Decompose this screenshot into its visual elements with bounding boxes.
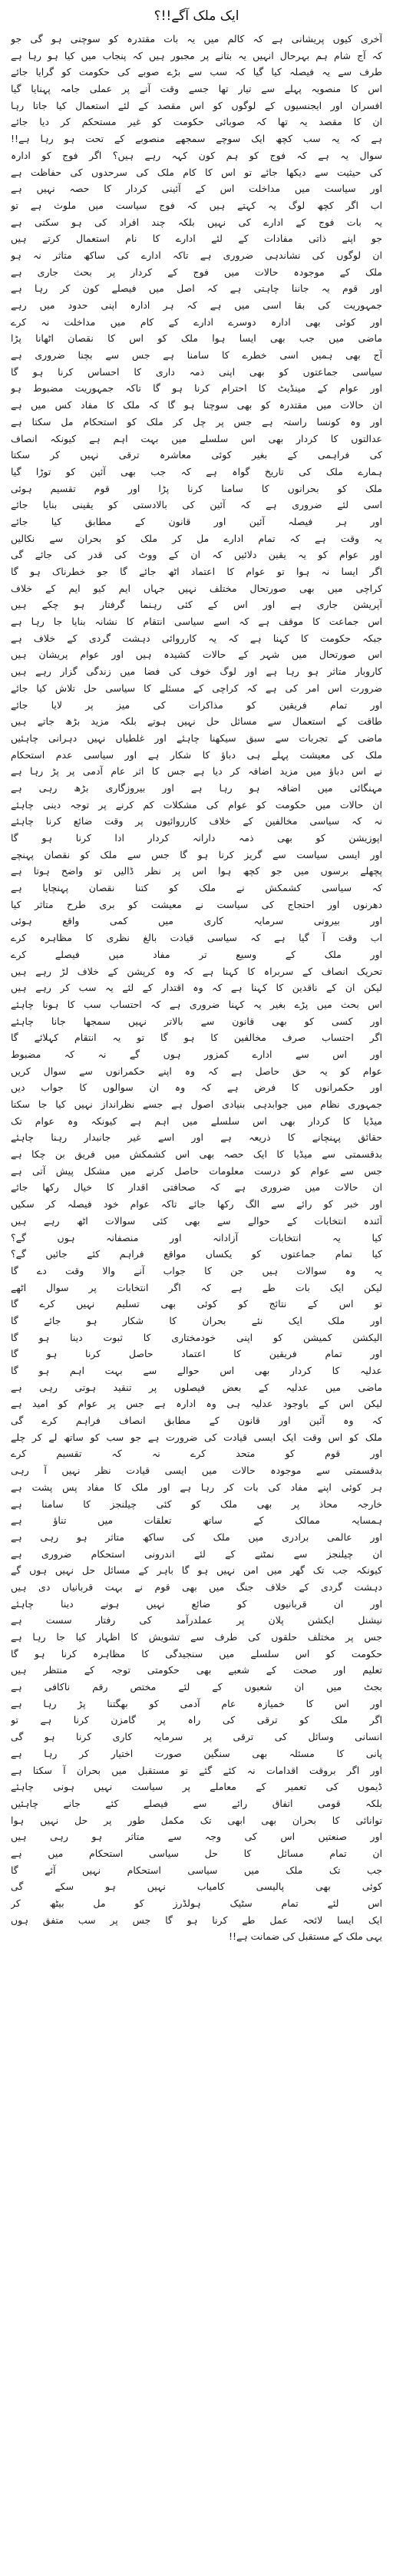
article-line-text: ماضی میں جب بھی ایسا ہوا ملک کو اس کا نقصان اٹھانا پڑا xyxy=(11,332,382,345)
article-line-text: اس صورتحال میں شہر کے حالات کشیدہ ہیں اور عوام پریشان ہیں xyxy=(11,649,382,661)
article-line-text: اور تمام فریقین کو مذاکرات کی میز پر لایا جائے xyxy=(11,698,382,711)
article-line xyxy=(11,531,382,548)
article-line xyxy=(11,781,382,798)
article-line-text: کہ سیاسی کشمکش نے ملک کو کتنا نقصان پہنچایا ہے xyxy=(11,882,382,894)
article-line xyxy=(11,1796,382,1813)
article-line xyxy=(11,1197,382,1214)
article-line-text: کیونکہ جب تک گھر میں امن نہیں ہو گا باہر کے مسائل حل نہیں ہوں گے xyxy=(11,1564,382,1577)
article-line-text: اور ملک کے وسیع تر مفاد میں فیصلے کرے xyxy=(11,948,382,960)
article-line-text: ملک کو بحرانوں کا سامنا کرنا پڑا اور قوم تقسیم ہوئی xyxy=(11,482,382,494)
article-line xyxy=(11,1047,382,1064)
article-line-text: ماضی کے تجربات سے سبق سیکھنا چاہئے اور غلطیاں نہیں دہرانی چاہئیں xyxy=(11,732,382,744)
article-line xyxy=(11,1913,382,1930)
article-line xyxy=(11,1230,382,1247)
article-line-text: کی فراہمی کے بغیر کوئی معاشرہ ترقی نہیں کر سکتا xyxy=(11,449,382,461)
article-line xyxy=(11,1879,382,1896)
article-line xyxy=(11,398,382,414)
article-line xyxy=(11,1413,382,1430)
article-line-text: ان حالات میں مقتدرہ کو بھی سوچنا ہو گا کہ ملک کا مفاد کس میں ہے xyxy=(11,399,382,411)
article-line-text: اگر ملک کو ترقی کی راہ پر گامزن کرنا ہے تو xyxy=(11,1714,382,1726)
article-line xyxy=(11,1530,382,1547)
article-line-text: ان کا مقصد یہ تھا کہ صوبائی حکومت کو غیر مستحکم کر دیا جائے xyxy=(11,116,382,128)
article-line-text: کہ وہ آئین اور قانون کے مطابق انصاف فراہم کرے گی xyxy=(11,1415,382,1427)
article-line xyxy=(11,880,382,897)
article-line-text: حکومت کو اس سلسلے میں سنجیدگی کا مظاہرہ کرنا ہو گا xyxy=(11,1647,382,1660)
article-line xyxy=(11,1014,382,1031)
article-line xyxy=(11,1396,382,1413)
article-line-text: کی حیثیت سے دیکھا جائے تو اس کا کام ملک کی سرحدوں کی حفاظت ہے xyxy=(11,166,382,178)
article-line-text: بلکہ قومی اتفاق رائے سے فیصلے کئے جانے چاہئیں xyxy=(11,1797,382,1809)
article-line xyxy=(11,1563,382,1580)
article-line xyxy=(11,947,382,964)
article-line xyxy=(11,1846,382,1863)
article-line-text: ان چیلنجز سے نمٹنے کے لئے اندرونی استحکام ضروری ہے xyxy=(11,1547,382,1560)
article-line xyxy=(11,1280,382,1297)
article-line-text: ملک کی معیشت پہلے ہی دباؤ کا شکار ہے اور سیاسی عدم استحکام xyxy=(11,748,382,761)
article-line-text: کراچی میں بھی صورتحال مختلف نہیں جہاں ایم کیو ایم کے خلاف xyxy=(11,582,382,594)
article-line xyxy=(11,381,382,398)
article-line-text: اپوزیشن کو بھی ذمہ دارانہ کردار ادا کرنا ہو گا xyxy=(11,832,382,844)
article-line xyxy=(11,1463,382,1480)
article-line xyxy=(11,547,382,564)
article-line-text: اور حکمرانوں کا فرض ہے کہ وہ ان سوالوں کا جواب دیں xyxy=(11,1082,382,1094)
article-line-text: الیکشن کمیشن کو اپنی خودمختاری کا ثبوت دینا ہو گا xyxy=(11,1331,382,1343)
article-line xyxy=(11,1147,382,1164)
article-line xyxy=(11,1346,382,1363)
article-line xyxy=(11,1746,382,1763)
article-line xyxy=(11,1597,382,1613)
article-line-text: اس لئے تمام سٹیک ہولڈرز کو مل بیٹھ کر xyxy=(11,1897,382,1909)
article-line xyxy=(11,198,382,215)
article-line xyxy=(11,847,382,864)
article-line xyxy=(11,1214,382,1230)
article-line xyxy=(11,997,382,1014)
article-line xyxy=(11,81,382,98)
article-line-text: پچھلے برسوں میں جو کچھ ہوا اس پر نظر ڈالیں تو واضح ہوتا ہے xyxy=(11,865,382,877)
article-line-text: اور قوم کو متحد کرے نہ کہ تقسیم کرے xyxy=(11,1448,382,1460)
article-line-text: میڈیا کا کردار بھی اس سلسلے میں اہم ہے کیونکہ وہ عوام تک xyxy=(11,1115,382,1127)
article-line xyxy=(11,1779,382,1796)
article-line xyxy=(11,1630,382,1646)
article-line-text: نیشنل ایکشن پلان پر عملدرآمد کی رفتار سست ہے xyxy=(11,1614,382,1627)
article-line xyxy=(11,1663,382,1679)
article-line-text: افسران اور ایجنسیوں کے لوگوں کو اس مقصد کے لئے استعمال کیا جاتا رہا xyxy=(11,99,382,111)
article-line-text: جبکہ حکومت کا کہنا ہے کہ یہ کارروائی دہشت گردی کے خلاف ہے xyxy=(11,632,382,644)
article-line-text: اگر ایسا نہ ہوا تو عوام کا اعتماد اٹھ جائے گا جو خطرناک ہو گا xyxy=(11,566,382,577)
article-line xyxy=(11,48,382,65)
article-line-text: اس کا منصوبہ پہلے سے تیار تھا جسے وقت آنے پر عملی جامہ پہنایا گیا xyxy=(11,83,382,95)
article-line xyxy=(11,1030,382,1047)
article-line xyxy=(11,930,382,947)
article-line xyxy=(11,731,382,748)
article-line-text: اب اگر کچھ لوگ یہ کہتے ہیں کہ فوج سیاست میں ملوث ہے تو xyxy=(11,199,382,211)
article-line-text: نہ کہ سیاسی مخالفین کے خلاف کارروائیوں پر وقت ضائع کرنا چاہئے xyxy=(11,815,382,827)
article-line xyxy=(11,1829,382,1846)
article-line-text: ان حالات میں حکومت کو عوام کی مشکلات کم کرنے پر توجہ دینی چاہئے xyxy=(11,798,382,811)
article-line xyxy=(11,864,382,880)
article-line xyxy=(11,348,382,365)
article-line xyxy=(11,897,382,914)
column-title: ایک ملک آگے!!؟ xyxy=(154,8,239,24)
article-line xyxy=(11,114,382,131)
article-line xyxy=(11,1497,382,1514)
article-line-text: اور عالمی برادری میں ملک کی ساکھ متاثر ہو رہی ہے xyxy=(11,1531,382,1543)
article-line xyxy=(11,964,382,981)
article-line-text: آپریشن جاری ہے اور اس کے کئی رہنما گرفتار ہو چکے ہیں xyxy=(11,599,382,611)
article-line xyxy=(11,597,382,614)
article-line-text: اور ایسی سیاست سے گریز کرنا ہو گا جس سے ملک کو نقصان پہنچے xyxy=(11,848,382,860)
article-line-text: یہ وقت ہے کہ تمام ادارے مل کر ملک کو بحران سے نکالیں xyxy=(11,532,382,544)
article-line-text: نے اس دباؤ میں مزید اضافہ کر دیا ہے جس کا اثر عام آدمی پر پڑ رہا ہے xyxy=(11,765,382,778)
article-line xyxy=(11,181,382,198)
article-line-text: بجٹ میں ان شعبوں کے لئے مختص رقم ناکافی ہے xyxy=(11,1681,382,1693)
article-line-text: مہنگائی میں اضافہ ہو رہا ہے اور بیروزگاری بڑھ رہی ہے xyxy=(11,781,382,794)
article-line xyxy=(11,1180,382,1197)
article-line-text: اور تمام فریقین کا اعتماد حاصل کرنا ہو گا xyxy=(11,1348,382,1360)
article-line xyxy=(11,764,382,781)
article-line-text: اور سیاست میں مداخلت اس کے آئینی کردار کا حصہ نہیں ہے xyxy=(11,183,382,195)
article-line-text: ہمارے ملک کی تاریخ گواہ ہے کہ جب بھی آئین کو توڑا گیا xyxy=(11,465,382,477)
article-line-text: اور وہ کونسا راستہ ہے جس پر چل کر ملک کو استحکام مل سکتا ہے xyxy=(11,415,382,428)
article-line xyxy=(11,1380,382,1397)
article-line xyxy=(11,1363,382,1380)
article-line xyxy=(11,1696,382,1713)
article-line-text: طرف سے یہ فیصلہ کیا گیا کہ سب سے بڑے صوبے کی حکومت کو گرایا جائے xyxy=(11,66,382,78)
article-line xyxy=(11,1430,382,1447)
article-line xyxy=(11,980,382,997)
article-line xyxy=(11,913,382,930)
article-line-text: ماضی میں عدلیہ کے بعض فیصلوں پر تنقید ہوتی رہی ہے xyxy=(11,1381,382,1393)
article-line-text: اور صنعتیں اس کی وجہ سے متاثر ہو رہی ہیں xyxy=(11,1831,382,1843)
article-line-text: سیاسی جماعتوں کو بھی اپنی ذمہ داری کا احساس کرنا ہو گا xyxy=(11,365,382,378)
article-line xyxy=(11,265,382,282)
article-line-text: پانی کا مسئلہ بھی سنگین صورت اختیار کر رہا ہے xyxy=(11,1747,382,1759)
article-line xyxy=(11,664,382,681)
article-line xyxy=(11,1896,382,1913)
article-line-text: اس بحث میں پڑے بغیر یہ کہنا ضروری ہے کہ احتساب سب کا ہونا چاہئے xyxy=(11,998,382,1010)
article-line-text: اور اس سے ادارے کمزور ہوں گے نہ کہ مضبوط xyxy=(11,1048,382,1060)
article-line-text: اگر احتساب صرف مخالفین کا ہو گا تو یہ انتقام کہلائے گا xyxy=(11,1032,382,1044)
article-line-text: عدلیہ کا کردار بھی اس حوالے سے بہت اہم ہو گا xyxy=(11,1365,382,1376)
article-line-text: یہ بات فوج کے ادارے کی نہیں بلکہ چند افراد کی ہو سکتی ہے xyxy=(11,216,382,228)
article-line xyxy=(11,481,382,498)
article-line-text: ہمسایہ ممالک کے ساتھ تعلقات میں تناؤ ہے xyxy=(11,1514,382,1527)
article-line xyxy=(11,1114,382,1131)
article-line-text: ضرورت اس امر کی ہے کہ کراچی کے مسئلے کا سیاسی حل تلاش کیا جائے xyxy=(11,682,382,694)
article-line xyxy=(11,1064,382,1081)
article-line-text: اور اگر بروقت اقدامات نہ کئے گئے تو مستقبل میں بحران آ سکتا ہے xyxy=(11,1764,382,1776)
article-line xyxy=(11,814,382,831)
article-line-text: عوام کو یہ حق حاصل ہے کہ وہ اپنے حکمرانوں سے سوال کریں xyxy=(11,1065,382,1077)
article-line-text: اور عوام کو یہ یقین دلائیں کہ ان کے ووٹ کی قدر کی جائے گی xyxy=(11,549,382,561)
article-line xyxy=(11,1679,382,1696)
article-line xyxy=(11,447,382,464)
article-line-text: اور بیرونی سرمایہ کاری میں کمی واقع ہوئی xyxy=(11,915,382,927)
article-line-text: جمہوریت کی بقا اسی میں ہے کہ ہر ادارہ اپنی حدود میں رہے xyxy=(11,299,382,311)
article-line-text: اور قوم یہ جاننا چاہتی ہے کہ اصل میں فیصلے کون کر رہا ہے xyxy=(11,282,382,295)
article-line xyxy=(11,748,382,765)
article-line-text: ہر کوئی اپنے مفاد کی بات کر رہا ہے اور ملک کا مفاد پس پشت ہے xyxy=(11,1481,382,1493)
article-line xyxy=(11,1763,382,1780)
article-line-text: یہ وہ سوالات ہیں جن کا جواب آنے والا وقت دے گا xyxy=(11,1264,382,1276)
article-line-text: ان لوگوں کی نشاندہی ضروری ہے تاکہ ادارے کی ساکھ متاثر نہ ہو xyxy=(11,249,382,261)
article-line xyxy=(11,1130,382,1147)
article-line-text: تحریک انصاف کے سربراہ کا کہنا ہے کہ وہ کرپشن کے خلاف لڑ رہے ہیں xyxy=(11,965,382,977)
article-line-text: لیکن ان کے ناقدین کا کہنا ہے کہ وہ اقتدار کے لئے یہ سب کر رہے ہیں xyxy=(11,982,382,994)
article-line-text: یہی ملک کے مستقبل کی ضمانت ہے!! xyxy=(229,1930,382,1943)
article-line-text: بدقسمتی سے میڈیا کا ایک حصہ بھی اس کشمکش میں فریق بن چکا ہے xyxy=(11,1148,382,1161)
article-line xyxy=(11,64,382,81)
article-body xyxy=(11,31,382,1946)
article-line xyxy=(11,31,382,48)
article-line-text: اور کسی کو بھی قانون سے بالاتر نہیں سمجھا جانا چاہئے xyxy=(11,1015,382,1027)
article-line xyxy=(11,514,382,531)
article-line xyxy=(11,614,382,631)
article-line-text: لیکن اس کے باوجود عدلیہ ہی وہ ادارہ ہے جس پر عوام کو امید ہے xyxy=(11,1398,382,1410)
article-line-text: ملک کو اس وقت ایک ایسی قیادت کی ضرورت ہے جو سب کو ساتھ لے کر چلے xyxy=(11,1431,382,1443)
article-line xyxy=(11,231,382,248)
article-line-text: اور ہر فیصلہ آئین اور قانون کے مطابق کیا جائے xyxy=(11,515,382,527)
article-line-text: جب تک ملک میں سیاسی استحکام نہیں آئے گا xyxy=(11,1864,382,1876)
article-line xyxy=(11,497,382,514)
article-line-text: اور ملک ایک نئے بحران کا شکار ہو جائے گا xyxy=(11,1314,382,1326)
article-line-text: ڈیموں کی تعمیر کے معاملے پر سیاست نہیں ہونی چاہئے xyxy=(11,1781,382,1793)
article-line-text: خارجہ محاذ پر بھی ملک کو کئی چیلنجز کا سامنا ہے xyxy=(11,1498,382,1510)
article-line xyxy=(11,165,382,182)
article-line xyxy=(11,464,382,481)
article-line-text: تو اس کے نتائج کو کوئی بھی تسلیم نہیں کرے گا xyxy=(11,1298,382,1310)
article-line-text: اس جماعت کا موقف ہے کہ اسے سیاسی انتقام کا نشانہ بنایا جا رہا ہے xyxy=(11,616,382,628)
article-line-text: ان حالات میں ضروری ہے کہ صحافتی اقدار کا خیال رکھا جائے xyxy=(11,1181,382,1194)
article-line xyxy=(11,1263,382,1280)
article-line xyxy=(11,1712,382,1729)
article-line xyxy=(11,1480,382,1497)
article-line xyxy=(11,581,382,598)
article-line-text: کاروبار متاثر ہو رہا ہے اور لوگ خوف کی فضا میں زندگی گزار رہے ہیں xyxy=(11,665,382,678)
article-line xyxy=(11,631,382,648)
article-line-text: اور خبر کو رائے سے الگ رکھا جائے تاکہ عوام خود فیصلہ کر سکیں xyxy=(11,1198,382,1210)
article-line-text: آخری کیوں پریشانی ہے کہ کالم میں یہ بات مقتدرہ کو سوچنی ہو گی جو xyxy=(11,33,382,45)
article-line xyxy=(11,281,382,298)
article-line xyxy=(11,131,382,148)
article-line xyxy=(11,98,382,115)
article-line xyxy=(11,414,382,431)
article-line-text: عدالتوں کا کردار بھی اس سلسلے میں بہت اہم ہے کیونکہ انصاف xyxy=(11,432,382,444)
article-line xyxy=(11,1330,382,1347)
article-line-text: کہ آج شام ہم بہرحال انہیں یہ بتانے پر مجبور ہیں کہ پنجاب میں کیا ہو رہا ہے xyxy=(11,49,382,61)
article-line xyxy=(11,1247,382,1263)
article-line-text: طاقت کے استعمال سے مسائل حل نہیں ہوتے بلکہ مزید بڑھ جاتے ہیں xyxy=(11,715,382,728)
article-line-text: حقائق پہنچانے کا ذریعہ ہے اور اسے غیر جانبدار رہنا چاہئے xyxy=(11,1131,382,1144)
article-line xyxy=(11,1580,382,1597)
article-line-text: اور اس کا خمیازہ عام آدمی کو بھگتنا پڑ رہا ہے xyxy=(11,1697,382,1709)
article-line-text: اور عوام کے مینڈیٹ کا احترام کرنا ہو گا تاکہ جمہوریت مضبوط ہو xyxy=(11,382,382,395)
article-line-text: انسانی وسائل کی ترقی پر سرمایہ کاری کرنا ہو گی xyxy=(11,1731,382,1743)
article-line-text: اور ان قربانیوں کو ضائع نہیں ہونے دینا چاہئے xyxy=(11,1597,382,1610)
article-line xyxy=(11,1646,382,1663)
article-line-text: جو اپنے ذاتی مفادات کے لئے ادارے کا نام استعمال کرتے ہیں xyxy=(11,233,382,245)
article-line xyxy=(11,331,382,348)
article-line-text: آئندہ انتخابات کے حوالے سے بھی کئی سوالات اٹھ رہے ہیں xyxy=(11,1214,382,1227)
article-line-text: ہے کہ یہ سب کچھ ایک سوچے سمجھے منصوبے کے تحت ہو رہا ہے!! xyxy=(11,133,382,145)
article-line-text: لیکن ایک بات طے ہے کہ اگر انتخابات پر سوال اٹھے xyxy=(11,1281,382,1293)
article-line-text: دھرنوں اور احتجاج کی سیاست نے معیشت کو بری طرح متاثر کیا xyxy=(11,898,382,910)
article-line xyxy=(11,1863,382,1880)
article-line xyxy=(11,798,382,814)
article-line xyxy=(11,1446,382,1463)
article-line xyxy=(11,1097,382,1114)
article-line-text: ملک کے موجودہ حالات میں فوج کے کردار پر بحث جاری ہے xyxy=(11,266,382,278)
article-line-text: جس سے عوام کو درست معلومات حاصل کرنے میں مشکل پیش آتی ہے xyxy=(11,1164,382,1177)
article-line-text: جمہوری نظام میں جوابدہی بنیادی اصول ہے جسے نظرانداز نہیں کیا جا سکتا xyxy=(11,1098,382,1110)
article-line-text: کوئی بھی پالیسی کامیاب نہیں ہو سکے گی xyxy=(11,1881,382,1893)
article-line xyxy=(11,215,382,232)
article-line xyxy=(11,298,382,315)
article-line xyxy=(11,564,382,581)
article-line xyxy=(11,315,382,332)
article-line-text: جس پر مختلف حلقوں کی طرف سے تشویش کا اظہار کیا جا رہا ہے xyxy=(11,1631,382,1643)
article-line xyxy=(11,431,382,448)
article-line-text: ایک ایسا لائحہ عمل طے کرنا ہو گا جس پر سب متفق ہوں xyxy=(11,1914,382,1926)
article-line-text: ان تمام مسائل کا حل سیاسی استحکام میں ہے xyxy=(11,1847,382,1859)
article-line xyxy=(11,1296,382,1313)
article-line xyxy=(11,698,382,715)
article-line xyxy=(11,681,382,698)
article-line xyxy=(11,1313,382,1330)
article-line xyxy=(11,1813,382,1830)
article-line xyxy=(11,714,382,731)
article-line xyxy=(11,1729,382,1746)
article-line xyxy=(11,1613,382,1630)
article-line xyxy=(11,1547,382,1564)
article-line-text: بدقسمتی سے موجودہ حالات میں ایسی قیادت نظر نہیں آ رہی xyxy=(11,1465,382,1477)
article-line xyxy=(11,1080,382,1097)
article-line xyxy=(11,248,382,265)
article-line xyxy=(11,831,382,847)
article-line xyxy=(11,1164,382,1181)
article-line-text: آج بھی ہمیں اسی خطرے کا سامنا ہے جس سے بچنا ضروری ہے xyxy=(11,349,382,362)
article-line-text: کیا یہ انتخابات آزادانہ اور منصفانہ ہوں گے؟ xyxy=(11,1231,382,1243)
article-line-text: اسی لئے ضروری ہے کہ آئین کی بالادستی کو یقینی بنایا جائے xyxy=(11,499,382,511)
article-line xyxy=(11,1513,382,1530)
article-line-text: کیا تمام جماعتوں کو یکساں مواقع فراہم کئے جائیں گے؟ xyxy=(11,1248,382,1260)
article-line xyxy=(11,148,382,165)
article-line-text: سوال یہ ہے کہ فوج کو ہم کون کہہ رہے ہیں؟ اگر فوج کو ادارہ xyxy=(11,149,382,161)
article-line-text: دہشت گردی کے خلاف جنگ میں بھی قوم نے بہت قربانیاں دی ہیں xyxy=(11,1580,382,1593)
article-line xyxy=(11,365,382,381)
article-line-text: توانائی کا بحران بھی ابھی تک مکمل طور پر حل نہیں ہوا xyxy=(11,1814,382,1826)
article-line xyxy=(11,647,382,664)
article-line-text: اب وقت آ گیا ہے کہ سیاسی قیادت بالغ نظری کا مظاہرہ کرے xyxy=(11,932,382,944)
article-line xyxy=(11,1929,382,1946)
article-line-text: اور کوئی بھی ادارہ دوسرے ادارے کے کام میں مداخلت نہ کرے xyxy=(11,315,382,328)
article-line-text: تعلیم اور صحت کے شعبے بھی حکومتی توجہ کے منتظر ہیں xyxy=(11,1664,382,1676)
